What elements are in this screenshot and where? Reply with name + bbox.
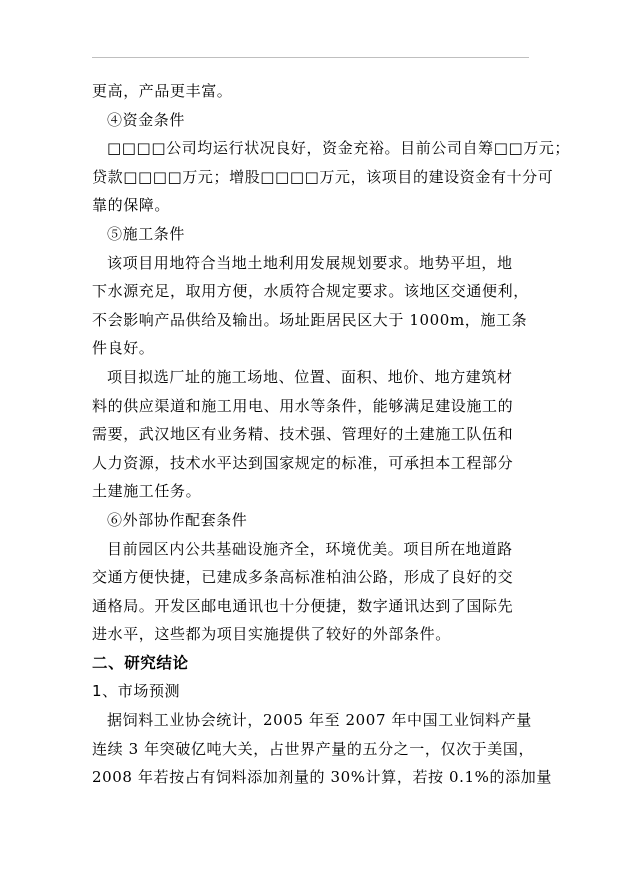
paragraph-line: 料的供应渠道和施工用电、用水等条件，能够满足建设施工的 [92, 396, 514, 415]
subheading-construction-conditions: ⑤施工条件 [107, 224, 186, 243]
paragraph-line: 连续 3 年突破亿吨大关，占世界产量的五分之一，仅次于美国， [92, 739, 535, 758]
subheading-funding-conditions: ④资金条件 [107, 110, 186, 129]
paragraph-line: 目前园区内公共基础设施齐全，环境优美。项目所在地道路 [107, 539, 513, 558]
subsection-market-forecast: 1、市场预测 [92, 682, 181, 701]
paragraph-line: 据饲料工业协会统计，2005 年至 2007 年中国工业饲料产量 [107, 711, 532, 730]
paragraph-line: □□□□公司均运行状况良好，资金充裕。目前公司自筹□□万元； [107, 139, 571, 158]
header-rule [92, 57, 529, 58]
paragraph-line: 需要，武汉地区有业务精、技术强、管理好的土建施工队伍和 [92, 425, 514, 444]
paragraph-line: 该项目用地符合当地土地利用发展规划要求。地势平坦，地 [107, 253, 513, 272]
paragraph-line: 不会影响产品供给及输出。场址距居民区大于 1000m，施工条 [92, 310, 528, 329]
paragraph-line: 更高，产品更丰富。 [92, 82, 233, 100]
paragraph-line: 进水平，这些都为项目实施提供了较好的外部条件。 [92, 625, 451, 644]
paragraph-line: 贷款□□□□万元；增股□□□□万元，该项目的建设资金有十分可 [92, 167, 554, 186]
paragraph-line: 土建施工任务。 [92, 482, 202, 501]
paragraph-line: 交通方便快捷，已建成多条高标准柏油公路，形成了良好的交 [92, 568, 514, 587]
paragraph-line: 通格局。开发区邮电通讯也十分便捷，数字通讯达到了国际先 [92, 596, 514, 615]
paragraph-line: 下水源充足，取用方便，水质符合规定要求。该地区交通便利， [92, 282, 529, 301]
section-heading-research-conclusion: 二、研究结论 [92, 653, 189, 672]
paragraph-line: 2008 年若按占有饲料添加剂量的 30%计算，若按 0.1%的添加量 [92, 768, 552, 787]
subheading-external-support-conditions: ⑥外部协作配套条件 [107, 510, 248, 529]
paragraph-line: 件良好。 [92, 339, 155, 358]
document-body [92, 77, 571, 792]
paragraph-line: 项目拟选厂址的施工场地、位置、面积、地价、地方建筑材 [107, 367, 513, 386]
paragraph-line: 靠的保障。 [92, 196, 171, 215]
paragraph-line: 人力资源，技术水平达到国家规定的标准，可承担本工程部分 [92, 453, 514, 472]
